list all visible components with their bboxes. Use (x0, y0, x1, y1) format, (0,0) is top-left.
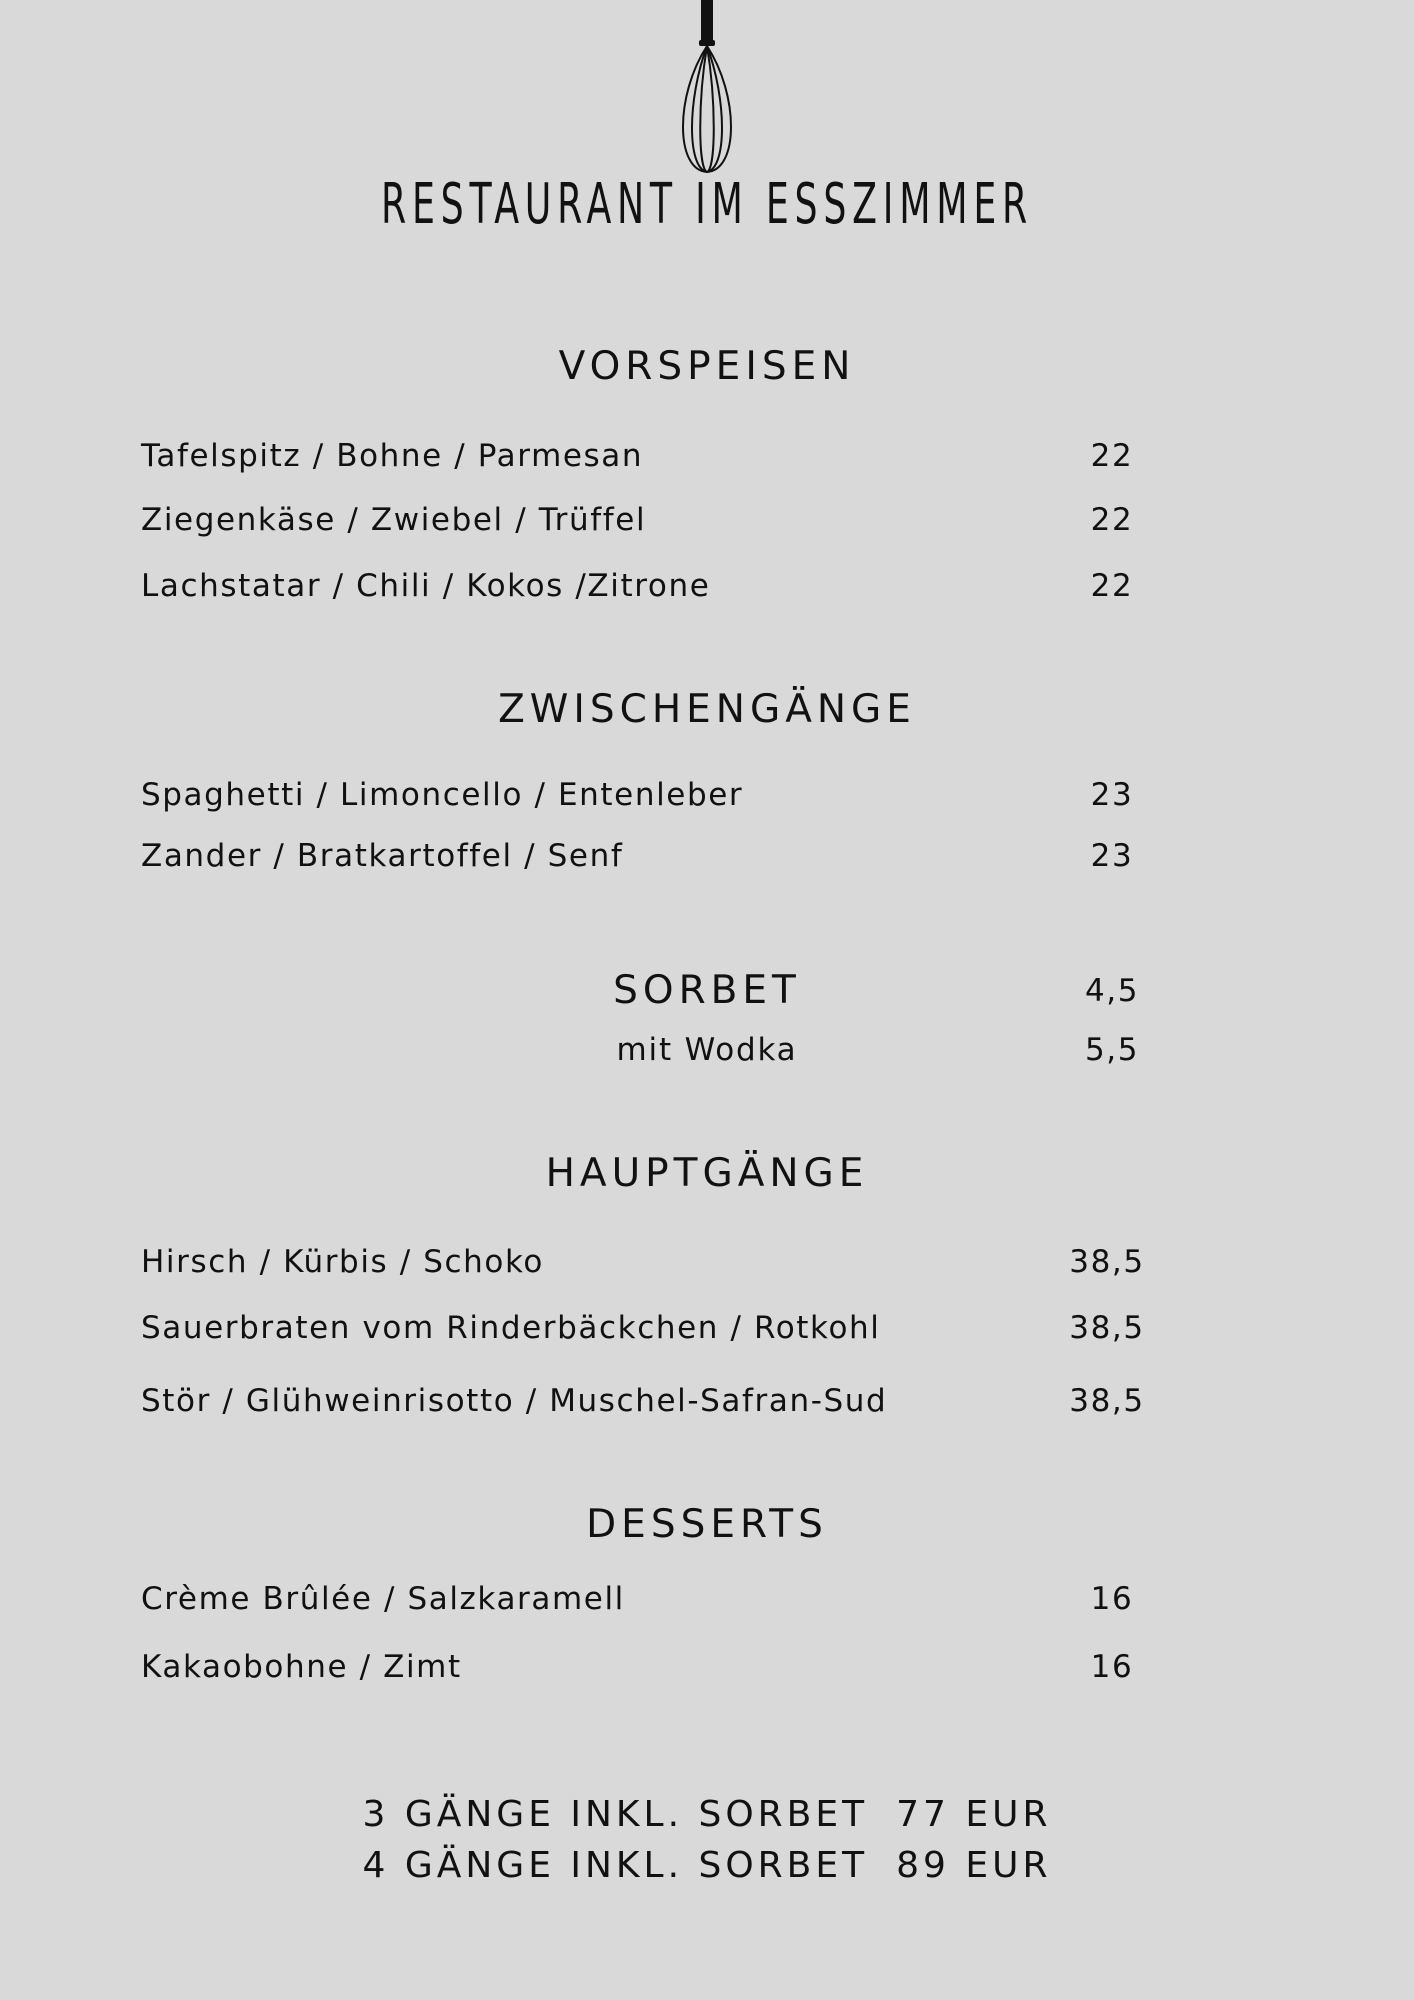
menu-item-name: Lachstatar / Chili / Kokos /Zitrone (141, 568, 711, 604)
restaurant-title: RESTAURANT IM ESSZIMMER (381, 172, 1033, 237)
menu-item-price: 38,5 (1069, 1383, 1145, 1419)
menu-item-name: Spaghetti / Limoncello / Entenleber (141, 777, 744, 813)
menu-offer-3-courses (0, 1794, 1414, 1835)
menu-offer-4-courses (0, 1845, 1414, 1886)
section-title-desserts: DESSERTS (586, 1502, 828, 1547)
menu-offer-label: 3 GÄNGE INKL. SORBET (362, 1794, 869, 1835)
menu-offer-price: 77 EUR (896, 1794, 1052, 1835)
menu-item-price: 22 (1090, 568, 1134, 604)
menu-item-name: Kakaobohne / Zimt (141, 1649, 462, 1685)
menu-item-price: 22 (1090, 502, 1134, 538)
sorbet-price: 4,5 (1084, 973, 1140, 1009)
menu-item-price: 23 (1090, 777, 1134, 813)
sorbet-variant-price: 5,5 (1084, 1032, 1140, 1068)
section-title-zwischengaenge: ZWISCHENGÄNGE (498, 687, 916, 732)
menu-item-name: Ziegenkäse / Zwiebel / Trüffel (141, 502, 647, 538)
menu-item-name: Sauerbraten vom Rinderbäckchen / Rotkohl (141, 1310, 881, 1346)
menu-item-name: Zander / Bratkartoffel / Senf (141, 838, 624, 874)
menu-item-name: Stör / Glühweinrisotto / Muschel-Safran-Sud (141, 1383, 888, 1419)
menu-item-price: 16 (1090, 1649, 1134, 1685)
menu-item-name: Crème Brûlée / Salzkaramell (141, 1581, 625, 1617)
menu-item-price: 38,5 (1069, 1244, 1145, 1280)
menu-item-price: 16 (1090, 1581, 1134, 1617)
section-title-hauptgaenge: HAUPTGÄNGE (545, 1151, 869, 1196)
sorbet-variant: mit Wodka (616, 1032, 798, 1068)
menu-item-price: 23 (1090, 838, 1134, 874)
menu-item-price: 38,5 (1069, 1310, 1145, 1346)
menu-item-name: Tafelspitz / Bohne / Parmesan (141, 438, 644, 474)
menu-offer-price: 89 EUR (896, 1845, 1052, 1886)
whisk-icon (657, 0, 757, 180)
menu-item-price: 22 (1090, 438, 1134, 474)
menu-offer-label: 4 GÄNGE INKL. SORBET (362, 1845, 869, 1886)
section-title-vorspeisen: VORSPEISEN (558, 344, 856, 389)
section-title-sorbet: SORBET (613, 968, 801, 1013)
menu-item-name: Hirsch / Kürbis / Schoko (141, 1244, 544, 1280)
